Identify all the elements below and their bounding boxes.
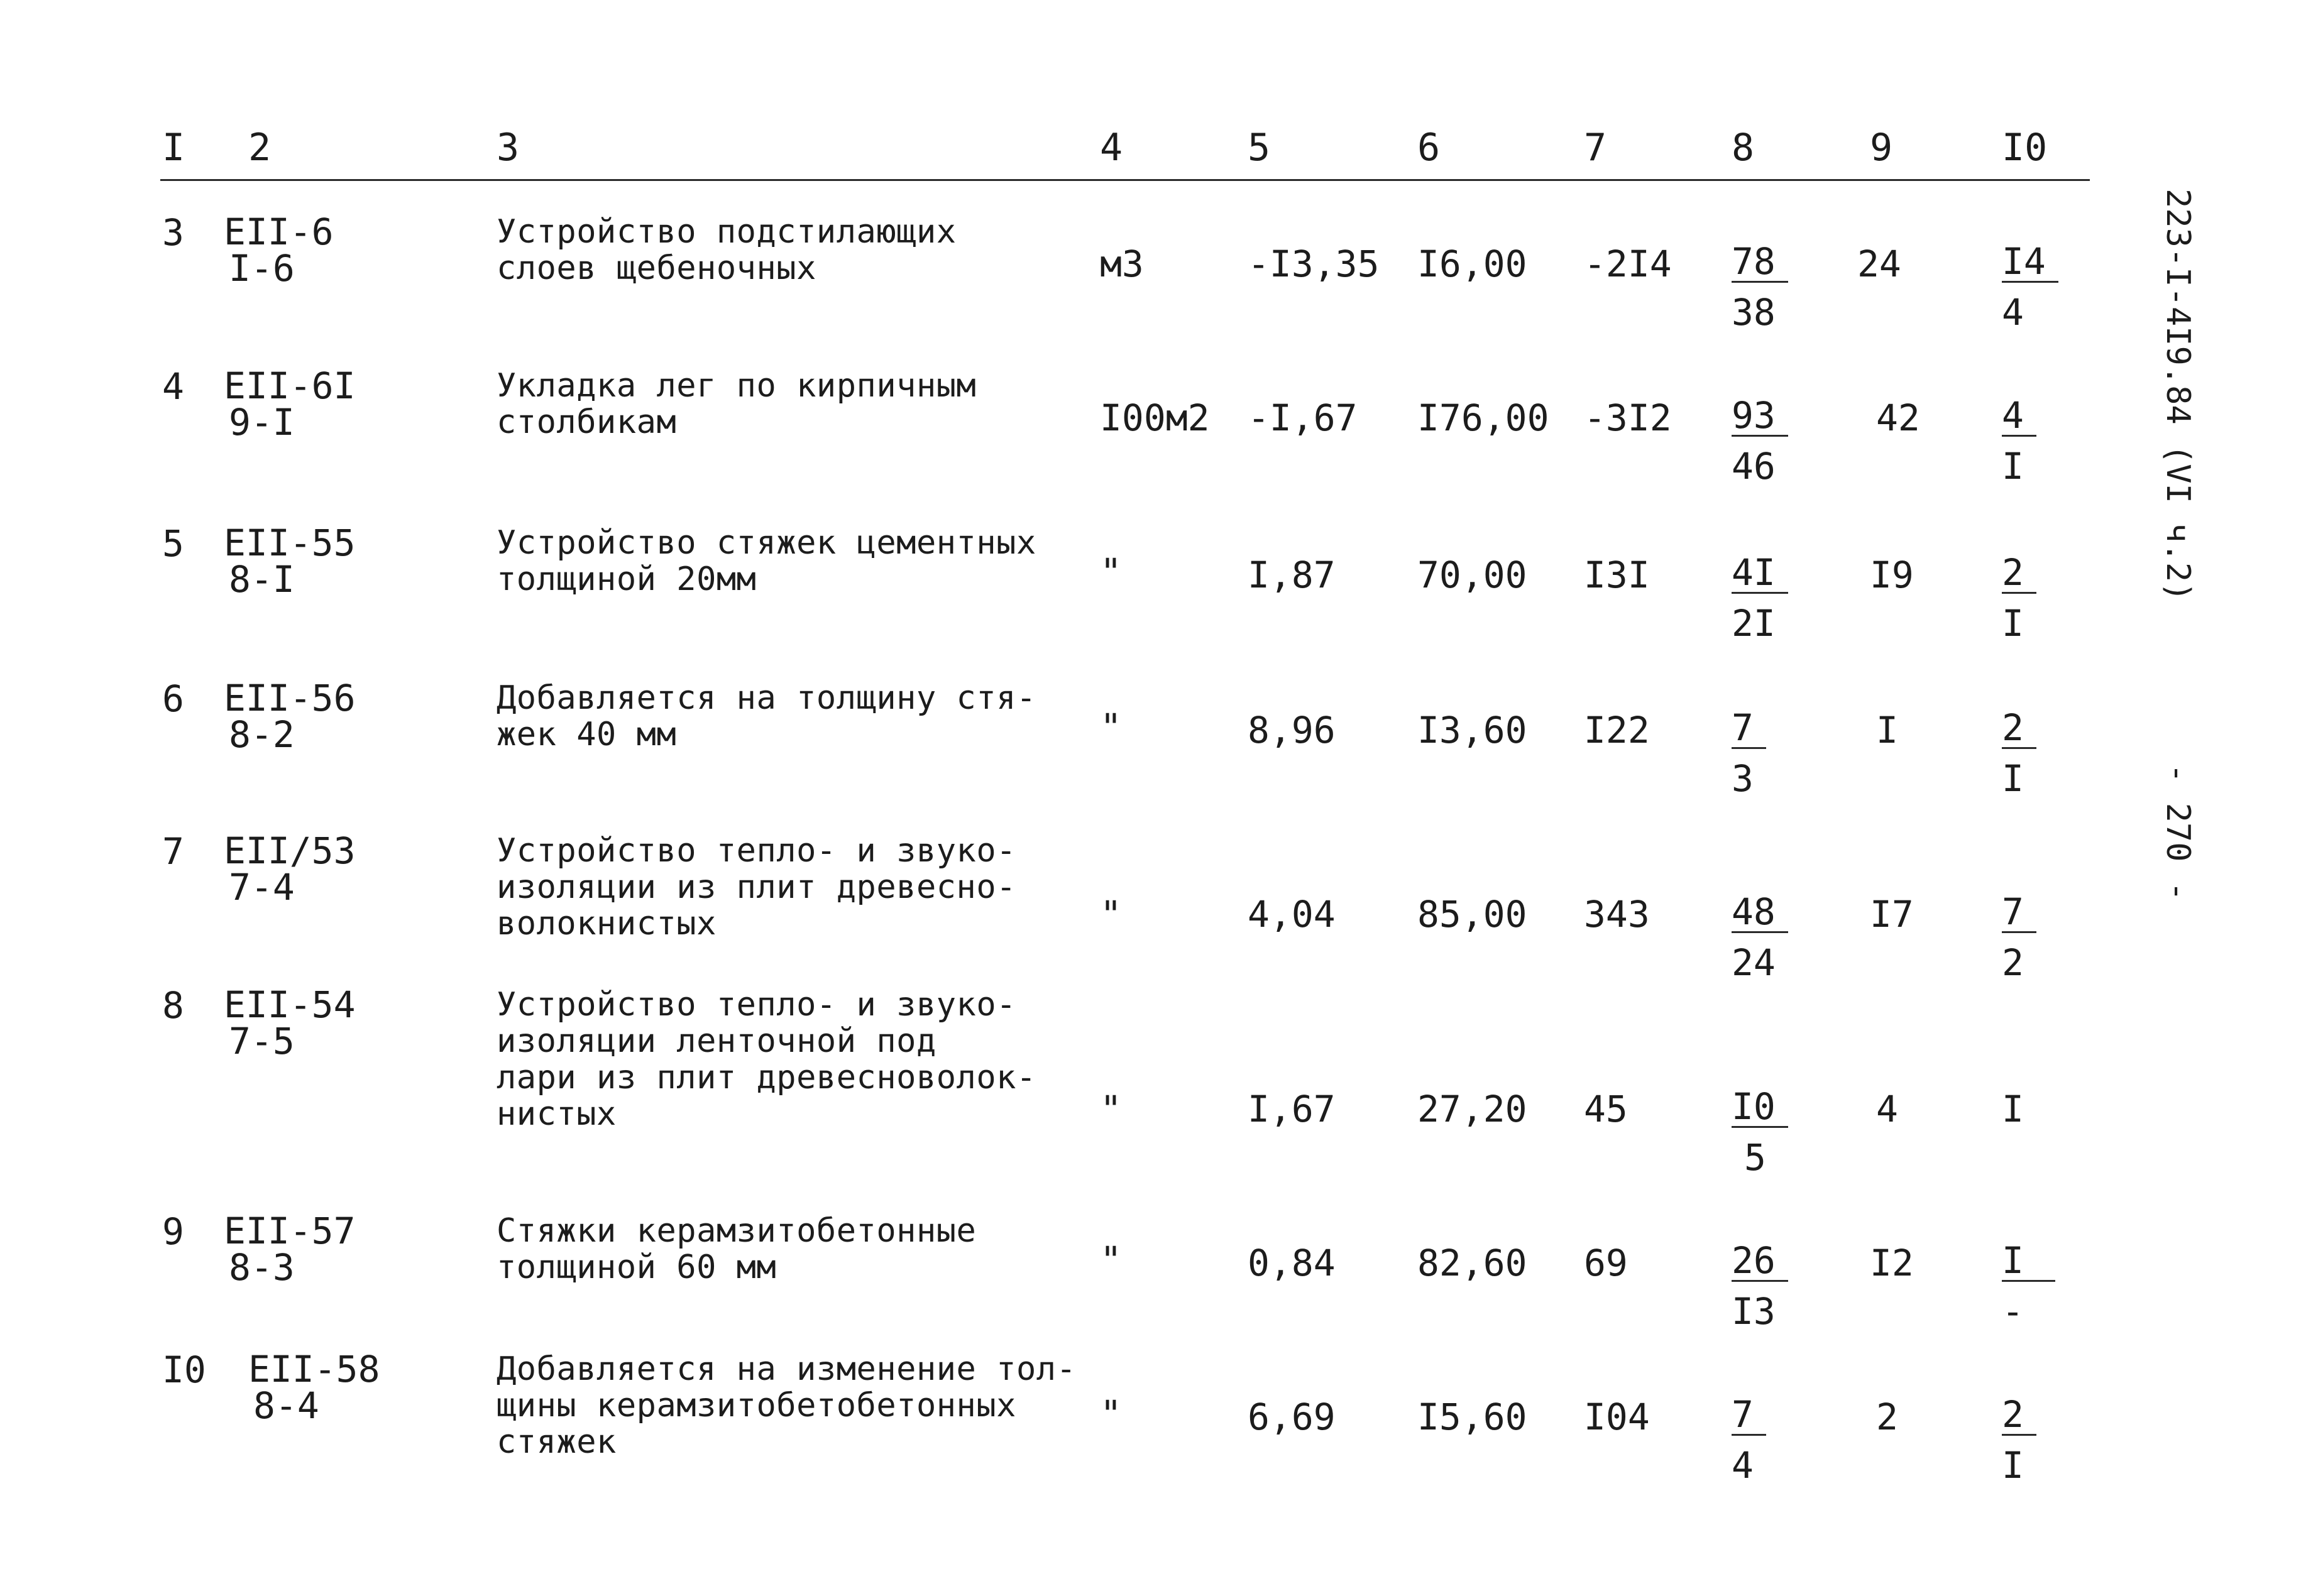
fraction-col10: $\frac{7}{2}$ [2002, 892, 2036, 983]
unit: " [1100, 1238, 1122, 1281]
value-col6: 82,60 [1417, 1242, 1527, 1284]
col-header-1: I [162, 126, 185, 170]
fraction-col10: $\frac{2}{I}$ [2002, 553, 2036, 644]
work-description: Укладка лег по кирпичным столбикам [497, 367, 977, 441]
value-col5: 6,69 [1248, 1396, 1336, 1438]
row-number: 6 [162, 677, 184, 720]
work-description: Устройство тепло- и звуко- изоляции из плит древесно- волокнистых [497, 832, 1016, 943]
norm-code: EII-56 8-2 [224, 677, 356, 756]
fraction-col10: $\frac{2}{I}$ [2002, 708, 2036, 799]
value-col9: 4 [1876, 1088, 1898, 1130]
value-col7: I04 [1584, 1396, 1650, 1438]
value-col5: 4,04 [1248, 893, 1336, 936]
norm-code: EII/53 7-4 [224, 829, 356, 909]
col-header-2: 2 [248, 126, 272, 170]
fraction-col8: $\frac{93}{46}$ [1732, 396, 1788, 487]
work-description: Устройство подстилающих слоев щебеночных [497, 213, 957, 287]
fraction-col8: $\frac{78}{38}$ [1732, 242, 1788, 333]
row-number: 8 [162, 984, 184, 1027]
norm-code: EII-54 7-5 [224, 983, 356, 1063]
unit: " [1100, 893, 1122, 936]
col-header-10: I0 [2002, 126, 2048, 170]
row-number: 9 [162, 1210, 184, 1253]
work-description: Добавляется на изменение тол- щины керамзитобетобетонных стяжек [497, 1350, 1077, 1461]
value-col5: -I,67 [1248, 396, 1358, 439]
document-code: 223-I-4I9.84 (VI ч.2) [2159, 189, 2197, 602]
col-header-5: 5 [1248, 126, 1271, 170]
value-col7: I3I [1584, 554, 1650, 596]
value-col5: 0,84 [1248, 1242, 1336, 1284]
norm-code: EII-6 I-6 [224, 210, 334, 290]
unit: " [1100, 706, 1122, 748]
fraction-col8: $\frac{I0}{5}$ [1732, 1087, 1788, 1178]
value-col6: I5,60 [1417, 1396, 1527, 1438]
row-number: 3 [162, 211, 184, 254]
norm-code: EII-57 8-3 [224, 1210, 356, 1289]
header-rule [160, 179, 2090, 181]
value-col9: I [1876, 709, 1898, 752]
value-col6: 85,00 [1417, 893, 1527, 936]
fraction-col8: $\frac{48}{24}$ [1732, 892, 1788, 983]
value-col9: I2 [1870, 1242, 1914, 1284]
row-number: I0 [162, 1348, 206, 1391]
work-description: Добавляется на толщину стя- жек 40 мм [497, 679, 1036, 753]
col-header-8: 8 [1732, 126, 1755, 170]
unit: " [1100, 550, 1122, 593]
value-col6: 70,00 [1417, 554, 1527, 596]
value-col5: -I3,35 [1248, 243, 1380, 285]
fraction-col10: I - [2002, 1241, 2055, 1332]
value-col7: -2I4 [1584, 243, 1672, 285]
value-col9: 42 [1876, 396, 1920, 439]
value-col6: 27,20 [1417, 1088, 1527, 1130]
unit: м3 [1100, 243, 1144, 285]
fraction-col8: $\frac{4I}{2I}$ [1732, 553, 1788, 644]
value-col10: I [2002, 1088, 2024, 1130]
fraction-col8: $\frac{7}{4}$ [1732, 1395, 1766, 1486]
page-number: - 270 - [2159, 763, 2197, 902]
norm-code: EII-58 8-4 [248, 1348, 380, 1427]
value-col9: I7 [1870, 893, 1914, 936]
fraction-col10: $\frac{I4}{4}$ [2002, 242, 2058, 333]
col-header-4: 4 [1100, 126, 1123, 170]
work-description: Устройство тепло- и звуко- изоляции ленточной под лари из плит древесноволок- нистых [497, 986, 1036, 1133]
value-col5: I,67 [1248, 1088, 1336, 1130]
value-col6: I3,60 [1417, 709, 1527, 752]
value-col7: -3I2 [1584, 396, 1672, 439]
value-col9: 24 [1857, 243, 1901, 285]
row-number: 5 [162, 522, 184, 565]
row-number: 4 [162, 365, 184, 408]
col-header-3: 3 [497, 126, 520, 170]
unit: I00м2 [1100, 396, 1210, 439]
value-col7: 45 [1584, 1088, 1628, 1130]
fraction-col10: $\frac{2}{I}$ [2002, 1395, 2036, 1486]
value-col6: I6,00 [1417, 243, 1527, 285]
value-col7: 69 [1584, 1242, 1628, 1284]
col-header-7: 7 [1584, 126, 1607, 170]
value-col5: 8,96 [1248, 709, 1336, 752]
value-col9: I9 [1870, 554, 1914, 596]
value-col7: I22 [1584, 709, 1650, 752]
col-header-6: 6 [1417, 126, 1441, 170]
work-description: Стяжки керамзитобетонные толщиной 60 мм [497, 1212, 977, 1286]
unit: " [1100, 1088, 1122, 1130]
value-col5: I,87 [1248, 554, 1336, 596]
fraction-col8: $\frac{26}{I3}$ [1732, 1241, 1788, 1332]
work-description: Устройство стяжек цементных толщиной 20мм [497, 524, 1036, 598]
row-number: 7 [162, 830, 184, 873]
col-header-9: 9 [1870, 126, 1893, 170]
value-col7: 343 [1584, 893, 1650, 936]
norm-code: EII-6I 9-I [224, 364, 356, 444]
norm-code: EII-55 8-I [224, 522, 356, 601]
value-col9: 2 [1876, 1396, 1898, 1438]
unit: " [1100, 1392, 1122, 1435]
fraction-col10: $\frac{4}{I}$ [2002, 396, 2036, 487]
fraction-col8: $\frac{7}{3}$ [1732, 708, 1766, 799]
value-col6: I76,00 [1417, 396, 1549, 439]
